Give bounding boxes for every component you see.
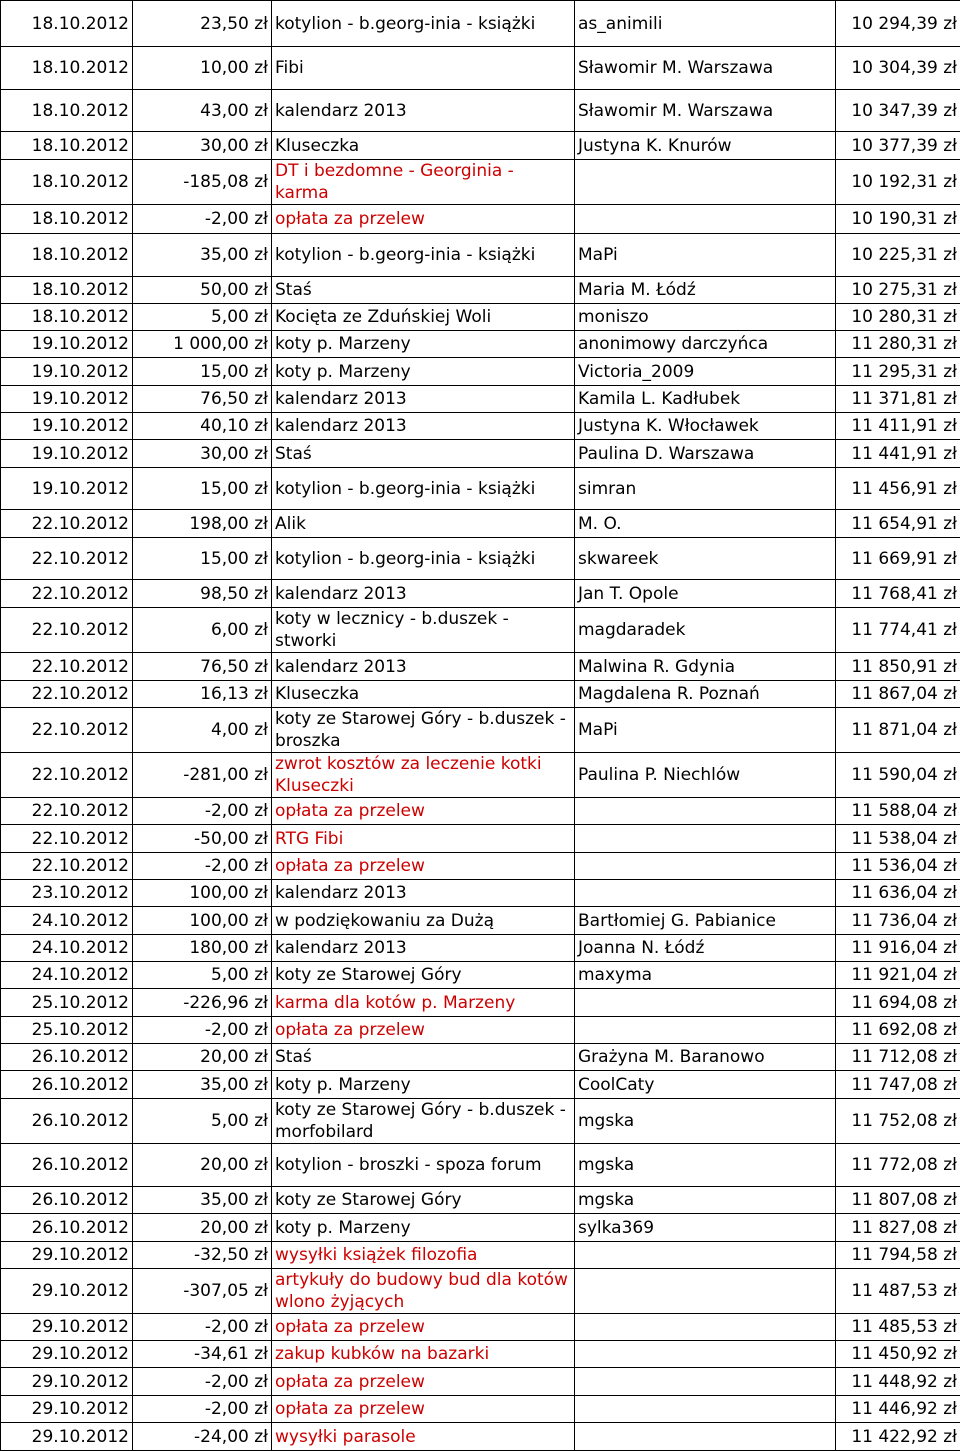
date-cell: 23.10.2012: [1, 880, 133, 907]
purpose-cell: kalendarz 2013: [272, 935, 575, 962]
balance-cell: 10 192,31 zł: [836, 160, 960, 205]
table-row: [1, 1071, 960, 1099]
date-cell: 22.10.2012: [1, 798, 133, 825]
date-cell: 25.10.2012: [1, 1017, 133, 1044]
table-row: [1, 510, 960, 538]
donor-cell: [575, 1017, 836, 1044]
balance-cell: 10 304,39 zł: [836, 47, 960, 90]
purpose-cell: wysyłki parasole: [272, 1423, 575, 1451]
date-cell: 19.10.2012: [1, 358, 133, 386]
amount-cell: 50,00 zł: [133, 277, 272, 304]
donor-cell: Paulina D. Warszawa: [575, 440, 836, 468]
amount-cell: 15,00 zł: [133, 358, 272, 386]
table-row: [1, 1099, 960, 1144]
table-row: [1, 1017, 960, 1044]
table-row: [1, 825, 960, 853]
table-row: [1, 1341, 960, 1368]
amount-cell: 35,00 zł: [133, 1187, 272, 1214]
table-row: [1, 608, 960, 653]
date-cell: 18.10.2012: [1, 304, 133, 331]
amount-cell: 100,00 zł: [133, 907, 272, 935]
table-row: [1, 234, 960, 277]
amount-cell: 16,13 zł: [133, 681, 272, 708]
amount-cell: 4,00 zł: [133, 708, 272, 753]
table-row: [1, 331, 960, 358]
purpose-cell: Kluseczka: [272, 132, 575, 160]
purpose-cell: kalendarz 2013: [272, 413, 575, 440]
purpose-cell: koty w lecznicy - b.duszek - stworki: [272, 608, 575, 653]
balance-cell: 11 747,08 zł: [836, 1071, 960, 1099]
table-row: [1, 304, 960, 331]
date-cell: 22.10.2012: [1, 853, 133, 880]
balance-cell: 11 772,08 zł: [836, 1144, 960, 1187]
table-row: [1, 1269, 960, 1314]
table-row: [1, 160, 960, 205]
donor-cell: as_animili: [575, 1, 836, 47]
purpose-cell: Staś: [272, 277, 575, 304]
amount-cell: -2,00 zł: [133, 853, 272, 880]
donor-cell: Sławomir M. Warszawa: [575, 47, 836, 90]
donor-cell: [575, 853, 836, 880]
purpose-cell: kotylion - b.georg-inia - książki: [272, 1, 575, 47]
balance-cell: 11 448,92 zł: [836, 1368, 960, 1396]
date-cell: 18.10.2012: [1, 90, 133, 132]
balance-cell: 11 411,91 zł: [836, 413, 960, 440]
table-row: [1, 962, 960, 989]
donor-cell: [575, 1269, 836, 1314]
purpose-cell: kotylion - b.georg-inia - książki: [272, 234, 575, 277]
amount-cell: -2,00 zł: [133, 1314, 272, 1341]
donor-cell: Maria M. Łódź: [575, 277, 836, 304]
balance-cell: 11 827,08 zł: [836, 1214, 960, 1242]
table-row: [1, 1, 960, 47]
donor-cell: Victoria_2009: [575, 358, 836, 386]
balance-cell: 11 422,92 zł: [836, 1423, 960, 1451]
table-row: [1, 358, 960, 386]
donor-cell: sylka369: [575, 1214, 836, 1242]
table-row: [1, 1214, 960, 1242]
date-cell: 24.10.2012: [1, 907, 133, 935]
date-cell: 29.10.2012: [1, 1396, 133, 1423]
donor-cell: Grażyna M. Baranowo: [575, 1044, 836, 1071]
table-row: [1, 47, 960, 90]
balance-cell: 11 692,08 zł: [836, 1017, 960, 1044]
table-row: [1, 935, 960, 962]
donor-cell: Jan T. Opole: [575, 580, 836, 608]
table-row: [1, 386, 960, 413]
table-row: [1, 798, 960, 825]
donor-cell: [575, 1242, 836, 1269]
amount-cell: 20,00 zł: [133, 1214, 272, 1242]
balance-cell: 11 867,04 zł: [836, 681, 960, 708]
balance-cell: 11 694,08 zł: [836, 989, 960, 1017]
purpose-cell: opłata za przelew: [272, 798, 575, 825]
balance-cell: 11 807,08 zł: [836, 1187, 960, 1214]
table-row: [1, 989, 960, 1017]
amount-cell: 15,00 zł: [133, 468, 272, 510]
balance-cell: 11 280,31 zł: [836, 331, 960, 358]
purpose-cell: Staś: [272, 440, 575, 468]
date-cell: 18.10.2012: [1, 205, 133, 234]
purpose-cell: koty p. Marzeny: [272, 1214, 575, 1242]
donor-cell: [575, 880, 836, 907]
donor-cell: Joanna N. Łódź: [575, 935, 836, 962]
purpose-cell: opłata za przelew: [272, 1017, 575, 1044]
purpose-cell: opłata za przelew: [272, 1314, 575, 1341]
amount-cell: -34,61 zł: [133, 1341, 272, 1368]
donor-cell: Justyna K. Włocławek: [575, 413, 836, 440]
amount-cell: 5,00 zł: [133, 304, 272, 331]
amount-cell: 20,00 zł: [133, 1144, 272, 1187]
donor-cell: Paulina P. Niechlów: [575, 753, 836, 798]
balance-cell: 10 190,31 zł: [836, 205, 960, 234]
donor-cell: MaPi: [575, 234, 836, 277]
purpose-cell: RTG Fibi: [272, 825, 575, 853]
amount-cell: 20,00 zł: [133, 1044, 272, 1071]
date-cell: 19.10.2012: [1, 331, 133, 358]
amount-cell: 5,00 zł: [133, 962, 272, 989]
donor-cell: [575, 825, 836, 853]
date-cell: 29.10.2012: [1, 1314, 133, 1341]
table-row: [1, 1314, 960, 1341]
balance-cell: 11 450,92 zł: [836, 1341, 960, 1368]
amount-cell: -307,05 zł: [133, 1269, 272, 1314]
balance-cell: 11 441,91 zł: [836, 440, 960, 468]
balance-cell: 11 588,04 zł: [836, 798, 960, 825]
balance-cell: 11 768,41 zł: [836, 580, 960, 608]
table-row: [1, 907, 960, 935]
table-row: [1, 853, 960, 880]
date-cell: 26.10.2012: [1, 1099, 133, 1144]
date-cell: 26.10.2012: [1, 1187, 133, 1214]
purpose-cell: opłata za przelew: [272, 853, 575, 880]
amount-cell: 30,00 zł: [133, 440, 272, 468]
date-cell: 18.10.2012: [1, 1, 133, 47]
table-row: [1, 132, 960, 160]
purpose-cell: kotylion - broszki - spoza forum: [272, 1144, 575, 1187]
donor-cell: moniszo: [575, 304, 836, 331]
purpose-cell: koty p. Marzeny: [272, 358, 575, 386]
amount-cell: 98,50 zł: [133, 580, 272, 608]
amount-cell: 198,00 zł: [133, 510, 272, 538]
donor-cell: [575, 989, 836, 1017]
amount-cell: 5,00 zł: [133, 1099, 272, 1144]
amount-cell: 180,00 zł: [133, 935, 272, 962]
donor-cell: Sławomir M. Warszawa: [575, 90, 836, 132]
table-row: [1, 205, 960, 234]
amount-cell: -2,00 zł: [133, 205, 272, 234]
amount-cell: -2,00 zł: [133, 1396, 272, 1423]
amount-cell: 43,00 zł: [133, 90, 272, 132]
donor-cell: [575, 205, 836, 234]
purpose-cell: Kocięta ze Zduńskiej Woli: [272, 304, 575, 331]
table-row: [1, 681, 960, 708]
donor-cell: magdaradek: [575, 608, 836, 653]
purpose-cell: Fibi: [272, 47, 575, 90]
purpose-cell: koty p. Marzeny: [272, 331, 575, 358]
date-cell: 22.10.2012: [1, 708, 133, 753]
date-cell: 18.10.2012: [1, 47, 133, 90]
date-cell: 22.10.2012: [1, 538, 133, 580]
purpose-cell: kalendarz 2013: [272, 90, 575, 132]
date-cell: 19.10.2012: [1, 413, 133, 440]
donor-cell: CoolCaty: [575, 1071, 836, 1099]
donor-cell: Justyna K. Knurów: [575, 132, 836, 160]
donor-cell: mgska: [575, 1187, 836, 1214]
amount-cell: 10,00 zł: [133, 47, 272, 90]
purpose-cell: koty ze Starowej Góry: [272, 1187, 575, 1214]
purpose-cell: opłata za przelew: [272, 1368, 575, 1396]
balance-cell: 11 446,92 zł: [836, 1396, 960, 1423]
balance-cell: 10 280,31 zł: [836, 304, 960, 331]
date-cell: 29.10.2012: [1, 1341, 133, 1368]
table-row: [1, 90, 960, 132]
balance-cell: 11 669,91 zł: [836, 538, 960, 580]
ledger-body: [1, 1, 960, 1451]
amount-cell: -24,00 zł: [133, 1423, 272, 1451]
date-cell: 22.10.2012: [1, 753, 133, 798]
balance-cell: 10 225,31 zł: [836, 234, 960, 277]
balance-cell: 11 752,08 zł: [836, 1099, 960, 1144]
donor-cell: [575, 1368, 836, 1396]
balance-cell: 11 636,04 zł: [836, 880, 960, 907]
balance-cell: 11 485,53 zł: [836, 1314, 960, 1341]
amount-cell: -2,00 zł: [133, 1368, 272, 1396]
donor-cell: [575, 160, 836, 205]
date-cell: 22.10.2012: [1, 681, 133, 708]
donor-cell: skwareek: [575, 538, 836, 580]
purpose-cell: Alik: [272, 510, 575, 538]
balance-cell: 11 794,58 zł: [836, 1242, 960, 1269]
table-row: [1, 1187, 960, 1214]
table-row: [1, 580, 960, 608]
donor-cell: Malwina R. Gdynia: [575, 653, 836, 681]
balance-cell: 10 377,39 zł: [836, 132, 960, 160]
date-cell: 22.10.2012: [1, 510, 133, 538]
purpose-cell: koty p. Marzeny: [272, 1071, 575, 1099]
amount-cell: 76,50 zł: [133, 653, 272, 681]
amount-cell: 15,00 zł: [133, 538, 272, 580]
table-row: [1, 753, 960, 798]
date-cell: 29.10.2012: [1, 1368, 133, 1396]
balance-cell: 11 371,81 zł: [836, 386, 960, 413]
table-row: [1, 1044, 960, 1071]
table-row: [1, 468, 960, 510]
donor-cell: mgska: [575, 1099, 836, 1144]
donor-cell: MaPi: [575, 708, 836, 753]
amount-cell: -32,50 zł: [133, 1242, 272, 1269]
amount-cell: -281,00 zł: [133, 753, 272, 798]
table-row: [1, 1242, 960, 1269]
date-cell: 29.10.2012: [1, 1423, 133, 1451]
date-cell: 18.10.2012: [1, 277, 133, 304]
amount-cell: 35,00 zł: [133, 1071, 272, 1099]
date-cell: 24.10.2012: [1, 935, 133, 962]
purpose-cell: zwrot kosztów za leczenie kotki Kluseczki: [272, 753, 575, 798]
balance-cell: 11 654,91 zł: [836, 510, 960, 538]
table-row: [1, 1144, 960, 1187]
balance-cell: 11 487,53 zł: [836, 1269, 960, 1314]
purpose-cell: koty ze Starowej Góry - b.duszek - morfobilard: [272, 1099, 575, 1144]
donor-cell: mgska: [575, 1144, 836, 1187]
amount-cell: 1 000,00 zł: [133, 331, 272, 358]
date-cell: 19.10.2012: [1, 468, 133, 510]
purpose-cell: zakup kubków na bazarki: [272, 1341, 575, 1368]
amount-cell: -185,08 zł: [133, 160, 272, 205]
donor-cell: Kamila L. Kadłubek: [575, 386, 836, 413]
date-cell: 22.10.2012: [1, 580, 133, 608]
date-cell: 18.10.2012: [1, 132, 133, 160]
table-row: [1, 440, 960, 468]
balance-cell: 11 456,91 zł: [836, 468, 960, 510]
date-cell: 18.10.2012: [1, 160, 133, 205]
balance-cell: 11 536,04 zł: [836, 853, 960, 880]
donor-cell: [575, 1423, 836, 1451]
balance-cell: 10 275,31 zł: [836, 277, 960, 304]
balance-cell: 11 916,04 zł: [836, 935, 960, 962]
donor-cell: M. O.: [575, 510, 836, 538]
donor-cell: anonimowy darczyńca: [575, 331, 836, 358]
balance-cell: 11 538,04 zł: [836, 825, 960, 853]
date-cell: 19.10.2012: [1, 386, 133, 413]
date-cell: 26.10.2012: [1, 1144, 133, 1187]
donor-cell: [575, 798, 836, 825]
balance-cell: 11 590,04 zł: [836, 753, 960, 798]
donor-cell: simran: [575, 468, 836, 510]
balance-cell: 11 921,04 zł: [836, 962, 960, 989]
amount-cell: 40,10 zł: [133, 413, 272, 440]
purpose-cell: kotylion - b.georg-inia - książki: [272, 468, 575, 510]
date-cell: 29.10.2012: [1, 1242, 133, 1269]
donor-cell: maxyma: [575, 962, 836, 989]
donor-cell: [575, 1341, 836, 1368]
table-row: [1, 708, 960, 753]
amount-cell: -226,96 zł: [133, 989, 272, 1017]
date-cell: 18.10.2012: [1, 234, 133, 277]
amount-cell: -50,00 zł: [133, 825, 272, 853]
purpose-cell: Kluseczka: [272, 681, 575, 708]
date-cell: 19.10.2012: [1, 440, 133, 468]
purpose-cell: opłata za przelew: [272, 205, 575, 234]
amount-cell: 76,50 zł: [133, 386, 272, 413]
amount-cell: 30,00 zł: [133, 132, 272, 160]
amount-cell: -2,00 zł: [133, 1017, 272, 1044]
amount-cell: 23,50 zł: [133, 1, 272, 47]
purpose-cell: w podziękowaniu za Dużą: [272, 907, 575, 935]
purpose-cell: kalendarz 2013: [272, 880, 575, 907]
amount-cell: 35,00 zł: [133, 234, 272, 277]
purpose-cell: kalendarz 2013: [272, 653, 575, 681]
purpose-cell: DT i bezdomne - Georginia - karma: [272, 160, 575, 205]
date-cell: 26.10.2012: [1, 1214, 133, 1242]
table-row: [1, 880, 960, 907]
balance-cell: 10 294,39 zł: [836, 1, 960, 47]
amount-cell: 6,00 zł: [133, 608, 272, 653]
amount-cell: -2,00 zł: [133, 798, 272, 825]
date-cell: 29.10.2012: [1, 1269, 133, 1314]
donor-cell: [575, 1396, 836, 1423]
balance-cell: 11 871,04 zł: [836, 708, 960, 753]
purpose-cell: koty ze Starowej Góry: [272, 962, 575, 989]
purpose-cell: kalendarz 2013: [272, 386, 575, 413]
balance-cell: 11 736,04 zł: [836, 907, 960, 935]
date-cell: 22.10.2012: [1, 653, 133, 681]
donor-cell: Magdalena R. Poznań: [575, 681, 836, 708]
date-cell: 22.10.2012: [1, 825, 133, 853]
balance-cell: 10 347,39 zł: [836, 90, 960, 132]
donor-cell: [575, 1314, 836, 1341]
table-row: [1, 653, 960, 681]
purpose-cell: opłata za przelew: [272, 1396, 575, 1423]
balance-cell: 11 295,31 zł: [836, 358, 960, 386]
date-cell: 25.10.2012: [1, 989, 133, 1017]
date-cell: 24.10.2012: [1, 962, 133, 989]
amount-cell: 100,00 zł: [133, 880, 272, 907]
purpose-cell: kotylion - b.georg-inia - książki: [272, 538, 575, 580]
table-row: [1, 1396, 960, 1423]
purpose-cell: wysyłki książek filozofia: [272, 1242, 575, 1269]
date-cell: 22.10.2012: [1, 608, 133, 653]
table-row: [1, 277, 960, 304]
table-row: [1, 1368, 960, 1396]
purpose-cell: karma dla kotów p. Marzeny: [272, 989, 575, 1017]
table-row: [1, 538, 960, 580]
purpose-cell: koty ze Starowej Góry - b.duszek - broszka: [272, 708, 575, 753]
purpose-cell: Staś: [272, 1044, 575, 1071]
donor-cell: Bartłomiej G. Pabianice: [575, 907, 836, 935]
purpose-cell: artykuły do budowy bud dla kotów wlono żyjących: [272, 1269, 575, 1314]
balance-cell: 11 712,08 zł: [836, 1044, 960, 1071]
table-row: [1, 413, 960, 440]
date-cell: 26.10.2012: [1, 1071, 133, 1099]
table-row: [1, 1423, 960, 1451]
balance-cell: 11 774,41 zł: [836, 608, 960, 653]
date-cell: 26.10.2012: [1, 1044, 133, 1071]
balance-cell: 11 850,91 zł: [836, 653, 960, 681]
purpose-cell: kalendarz 2013: [272, 580, 575, 608]
